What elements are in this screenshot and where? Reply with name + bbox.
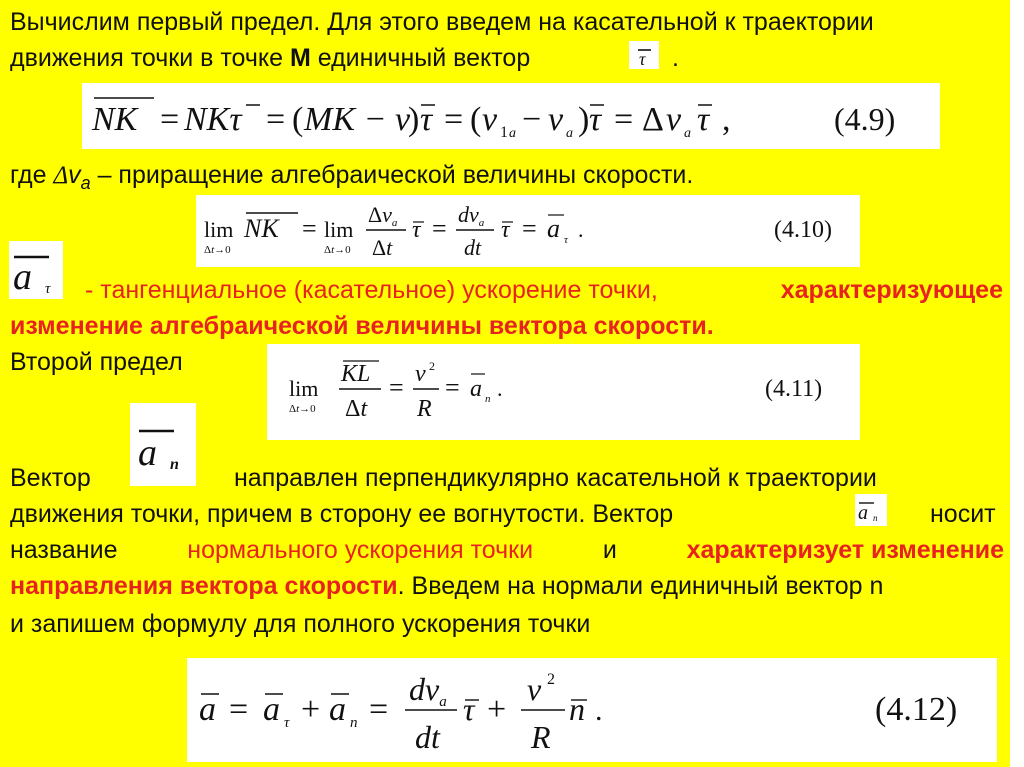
formula-4-9-label: (4.9) <box>834 101 896 137</box>
svg-text:NKτ: NKτ <box>184 101 242 138</box>
delta-symbol: Δ <box>53 162 69 189</box>
a-n-vector-image <box>130 403 196 486</box>
motion-end: носит <box>930 500 996 528</box>
svg-text:ν: ν <box>548 101 564 138</box>
name-part-d: характеризует изменение <box>686 536 1004 564</box>
formula-4-9 <box>82 83 940 149</box>
svg-text:a: a <box>470 376 482 402</box>
svg-text:n: n <box>873 513 878 523</box>
svg-text:=: = <box>389 373 404 402</box>
svg-text:(: ( <box>292 101 304 138</box>
svg-text:=: = <box>266 101 286 138</box>
svg-text:τ: τ <box>284 715 290 731</box>
svg-text:Δ: Δ <box>642 101 664 138</box>
svg-text:Δt→0: Δt→0 <box>289 403 316 415</box>
right-margin <box>1010 0 1024 767</box>
svg-text:,: , <box>722 101 731 138</box>
svg-text:ν: ν <box>666 101 682 138</box>
svg-text:dνa: dνa <box>458 202 485 229</box>
svg-text:R: R <box>531 719 551 755</box>
svg-text:=: = <box>160 101 180 138</box>
formula-4-12-label: (4.12) <box>875 691 958 728</box>
svg-text:τ: τ <box>639 49 646 69</box>
a-n-symbol-icon <box>130 403 196 486</box>
svg-text:n: n <box>569 691 585 727</box>
name-part-a: название <box>10 536 118 564</box>
tangential-part-b: характеризующее <box>780 276 1003 304</box>
svg-text:+: + <box>301 691 321 728</box>
paragraph-line-write: и запишем формулу для полного ускорения точки <box>10 610 591 638</box>
paragraph-line-name <box>10 532 1004 568</box>
svg-text:τ: τ <box>463 691 475 727</box>
where-part-b: – приращение алгебраической величины скорости. <box>90 161 694 189</box>
vector-line-rest <box>234 460 1004 496</box>
svg-text:a: a <box>684 126 691 141</box>
a-n-small-image <box>855 494 887 526</box>
svg-text:a: a <box>138 432 157 474</box>
svg-text:=: = <box>522 214 537 243</box>
svg-text:1: 1 <box>500 124 508 141</box>
vector-line-label: Вектор <box>10 464 91 492</box>
a-n-small-icon <box>855 494 887 526</box>
svg-text:dt: dt <box>464 235 482 260</box>
svg-text:n: n <box>485 393 491 405</box>
where-part-a: где <box>10 161 54 189</box>
svg-text:=: = <box>369 691 389 728</box>
svg-text:a: a <box>263 691 280 728</box>
svg-text:): ) <box>578 101 590 138</box>
svg-text:=: = <box>614 101 634 138</box>
svg-text:Δνa: Δνa <box>368 202 398 229</box>
direction-part-b: . Введем на нормали единичный вектор n <box>397 572 884 600</box>
svg-text:Δt→0: Δt→0 <box>204 244 231 256</box>
line2-period: . <box>672 44 679 72</box>
svg-text:): ) <box>408 101 420 138</box>
svg-text:a: a <box>547 214 560 243</box>
svg-text:ν: ν <box>527 671 542 707</box>
svg-text:(: ( <box>470 101 482 138</box>
svg-text:KL: KL <box>341 361 371 387</box>
svg-text:=: = <box>302 214 317 243</box>
tangential-line-2: изменение алгебраической величины вектора скорости. <box>10 312 714 340</box>
paragraph-line-direction <box>10 568 883 604</box>
svg-text:2: 2 <box>429 359 435 373</box>
svg-text:=: = <box>229 691 249 728</box>
svg-text:.: . <box>497 376 503 401</box>
svg-text:a: a <box>199 691 216 728</box>
formula-4-11 <box>267 344 860 440</box>
svg-text:Δt→0: Δt→0 <box>324 244 351 256</box>
svg-text:a: a <box>13 256 32 298</box>
paragraph-line-1: Вычислим первый предел. Для этого введем на касательной к траектории <box>10 8 874 36</box>
svg-text:+: + <box>487 691 507 728</box>
formula-4-10 <box>196 195 860 267</box>
name-part-c: и <box>602 536 617 564</box>
line2-part-c: единичный вектор <box>310 44 531 72</box>
name-part-b: нормального ускорения точки <box>187 536 534 564</box>
svg-text:τ: τ <box>589 101 602 138</box>
paragraph-line-motion <box>10 496 814 532</box>
a-tau-vector-image <box>9 241 63 299</box>
svg-text:lim: lim <box>324 217 354 242</box>
tangential-line-1 <box>85 272 1003 308</box>
svg-text:dνa: dνa <box>409 671 447 710</box>
svg-text:ν: ν <box>415 361 426 387</box>
a-tau-symbol-icon <box>9 241 63 299</box>
tau-vector-image <box>629 41 659 69</box>
svg-text:τ: τ <box>412 217 421 243</box>
svg-text:τ: τ <box>420 101 433 138</box>
svg-text:2: 2 <box>547 671 555 688</box>
svg-text:a: a <box>329 691 346 728</box>
paragraph-line-2 <box>10 40 530 76</box>
svg-text:NK: NK <box>244 214 279 243</box>
svg-text:n: n <box>170 456 179 473</box>
line2-part-a: движения точки в точке <box>10 44 290 72</box>
svg-text:Δt: Δt <box>345 396 368 422</box>
svg-text:τ: τ <box>45 281 51 297</box>
formula-4-12 <box>187 658 997 762</box>
a-subscript: a <box>80 173 91 193</box>
svg-text:lim: lim <box>289 376 319 401</box>
motion-text: движения точки, причем в сторону ее вогнутости. Вектор <box>10 500 674 528</box>
svg-text:−: − <box>522 101 542 138</box>
svg-text:ν: ν <box>482 101 498 138</box>
svg-text:=: = <box>432 214 447 243</box>
svg-text:τ: τ <box>501 217 510 243</box>
vector-line-text: направлен перпендикулярно касательной к траектории <box>234 464 877 492</box>
second-limit-label: Второй предел <box>10 348 183 376</box>
svg-text:n: n <box>350 715 358 731</box>
v-symbol: v <box>68 161 81 189</box>
point-m: M <box>289 44 311 72</box>
svg-text:Δt: Δt <box>372 235 393 260</box>
svg-text:.: . <box>595 694 603 727</box>
svg-text:MK − ν: MK − ν <box>304 101 411 138</box>
formula-4-10-label: (4.10) <box>774 217 832 243</box>
svg-text:a: a <box>566 126 573 141</box>
svg-text:R: R <box>417 396 432 422</box>
direction-part-a: направления вектора скорости <box>10 572 398 600</box>
formula-4-11-label: (4.11) <box>765 376 823 402</box>
svg-text:=: = <box>444 101 464 138</box>
svg-text:lim: lim <box>204 217 234 242</box>
svg-text:NK: NK <box>92 101 138 138</box>
svg-text:dt: dt <box>415 719 440 755</box>
svg-text:τ: τ <box>564 234 568 246</box>
svg-text:a: a <box>858 502 868 524</box>
tangential-part-a: - тангенциальное (касательное) ускорение точки, <box>85 276 658 304</box>
svg-text:.: . <box>578 217 584 242</box>
svg-text:a: a <box>509 126 516 141</box>
svg-text:=: = <box>445 373 460 402</box>
svg-text:τ: τ <box>697 101 710 138</box>
tau-symbol-icon <box>629 41 659 69</box>
